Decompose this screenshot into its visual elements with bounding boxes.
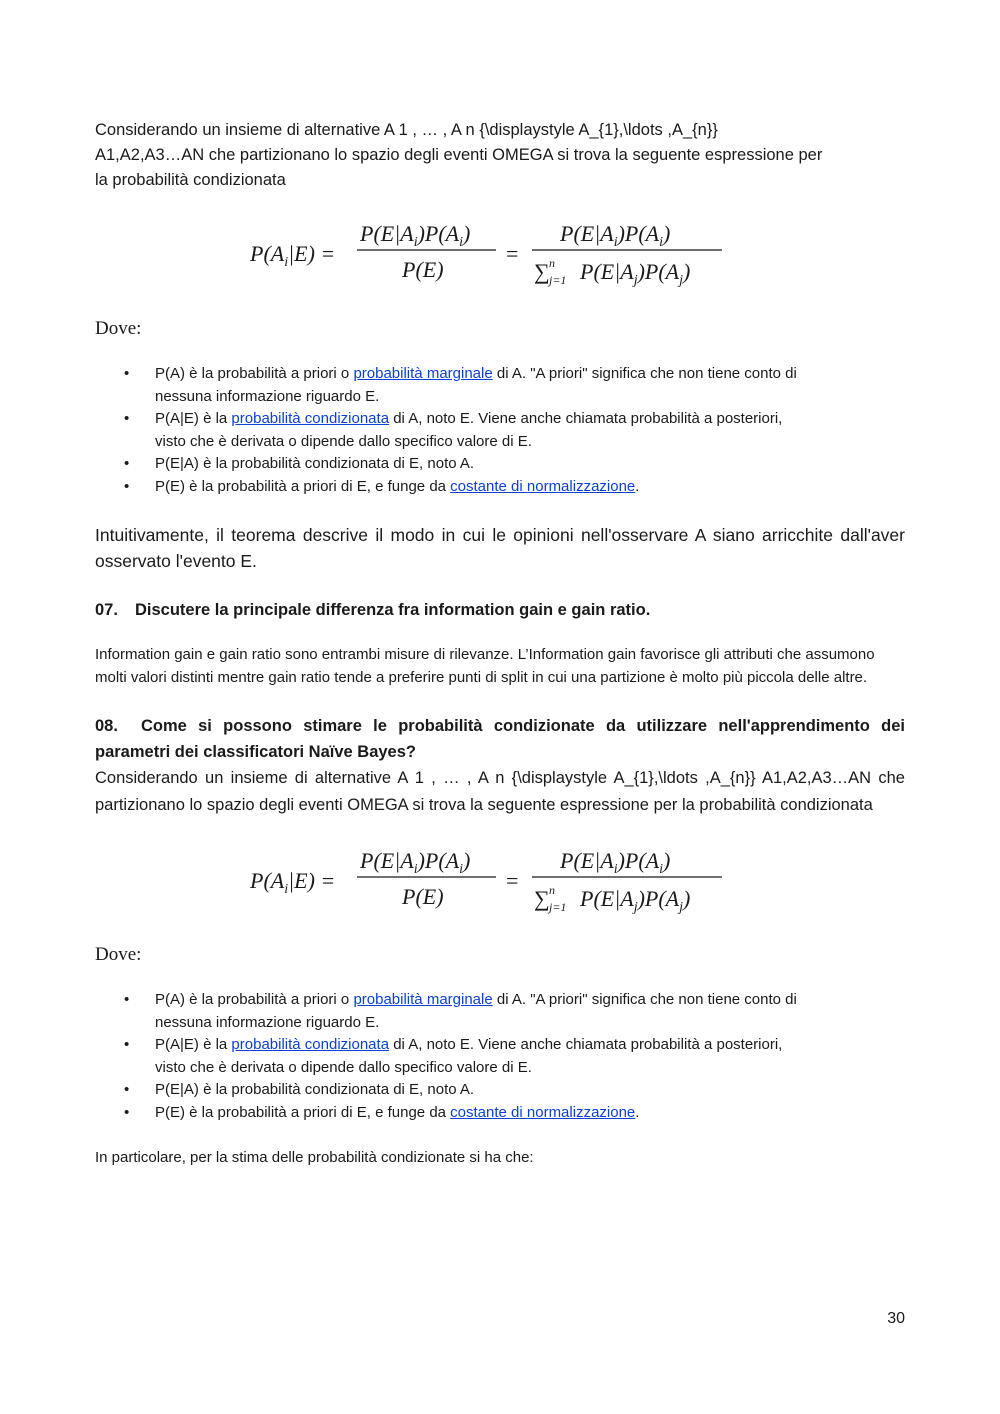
link-probabilita-marginale[interactable]: probabilità marginale [353, 991, 493, 1008]
question-number: 08. [95, 717, 118, 735]
question-08-heading [95, 713, 905, 765]
list-item: • P(E|A) è la probabilità condizionata di E, noto A. [95, 453, 905, 476]
question-title: Discutere la principale differenza fra information gain e gain ratio. [135, 601, 651, 619]
svg-text:n: n [549, 883, 555, 897]
list-item: • P(A) è la probabilità a priori o probabilità marginale di A. "A priori" significa che non tiene conto di nessuna informazione riguardo E. [95, 989, 905, 1034]
bayes-formula-2 [95, 844, 905, 919]
link-probabilita-condizionata[interactable]: probabilità condizionata [231, 1036, 390, 1053]
dove-label: Dove: [95, 944, 142, 965]
question-title: Come si possono stimare le probabilità condizionate da utilizzare nell'apprendimento dei parametri dei classificatori Naïve Bayes? [95, 717, 905, 761]
svg-text:j=1: j=1 [549, 900, 567, 914]
link-probabilita-condizionata[interactable]: probabilità condizionata [231, 410, 390, 427]
question-07-answer: Information gain e gain ratio sono entrambi misure di rilevanze. L’Information gain favorisce gli attributi che assumono molti valori distinti mentre gain ratio tende a preferire punti di split in cui una partizione è molto più piccola delle altre. [95, 646, 875, 686]
list-item: • P(A|E) è la probabilità condizionata di A, noto E. Viene anche chiamata probabilità a posteriori, visto che è derivata o dipende dallo specifico valore di E. [95, 408, 905, 453]
document-page [95, 118, 905, 1170]
dove-label: Dove: [95, 318, 142, 339]
intro-line-2: A1,A2,A3…AN che partizionano lo spazio degli eventi OMEGA si trova la seguente espressione per [95, 146, 823, 164]
list-item: • P(A|E) è la probabilità condizionata di A, noto E. Viene anche chiamata probabilità a posteriori, visto che è derivata o dipende dallo specifico valore di E. [95, 1034, 905, 1079]
bayes-formula-1 [95, 217, 905, 292]
question-number: 07. [95, 601, 118, 619]
bayes-formula-svg [250, 844, 750, 919]
svg-text:=: = [506, 868, 519, 893]
svg-text:P(E): P(E) [402, 257, 444, 282]
svg-text:P(E|Ai)P(Ai): $P(E|A_i)P(A_i)$ [360, 848, 471, 877]
list-item: • P(A) è la probabilità a priori o probabilità marginale di A. "A priori" significa che non tiene conto di nessuna informazione riguardo E. [95, 363, 905, 408]
svg-text:=: = [506, 241, 519, 266]
svg-text:P(E|Ai)P(Ai): $P(E|A_i)P(A_i)$ [560, 221, 671, 250]
bayes-formula-svg [250, 217, 750, 292]
intro-paragraph [95, 118, 905, 193]
page-number: 30 [887, 1310, 905, 1327]
svg-text:P(Ai|E) =: $P(A_i|E)$ = [250, 241, 336, 270]
svg-text:n: n [549, 256, 555, 270]
svg-text:∑: ∑ [534, 259, 550, 284]
link-costante-normalizzazione[interactable]: costante di normalizzazione [450, 477, 636, 495]
definitions-list [95, 989, 905, 1124]
link-costante-normalizzazione[interactable]: costante di normalizzazione [450, 1103, 636, 1121]
list-item: • P(E|A) è la probabilità condizionata di E, noto A. [95, 1079, 905, 1102]
svg-text:j=1: j=1 [549, 273, 567, 287]
svg-text:P(E|Aj)P(Aj): $P(E|A_j)P(A_j)$ [580, 259, 691, 288]
intro-line-1: Considerando un insieme di alternative A 1 , … , A n {\displaystyle A_{1},\ldots ,A_{n}} [95, 121, 718, 139]
svg-text:P(E|Ai)P(Ai): $P(E|A_i)P(A_i)$ [560, 848, 671, 877]
closing-paragraph: In particolare, per la stima delle probabilità condizionate si ha che: [95, 1149, 534, 1166]
intuition-paragraph: Intuitivamente, il teorema descrive il modo in cui le opinioni nell'osservare A siano arricchite dall'aver osservato l'evento E. [95, 525, 905, 571]
svg-text:P(E): P(E) [402, 884, 444, 909]
link-probabilita-marginale[interactable]: probabilità marginale [353, 365, 493, 382]
svg-text:P(E|Aj)P(Aj): $P(E|A_j)P(A_j)$ [580, 886, 691, 915]
svg-text:P(E|Ai)P(Ai): $P(E|A_i)P(A_i)$ [360, 221, 471, 250]
svg-text:∑: ∑ [534, 886, 550, 911]
svg-text:P(Ai|E) =: $P(A_i|E)$ = [250, 868, 336, 897]
intro-line-3: la probabilità condizionata [95, 171, 286, 189]
list-item: • P(E) è la probabilità a priori di E, e funge da costante di normalizzazione. [95, 1102, 905, 1125]
list-item: • P(E) è la probabilità a priori di E, e funge da costante di normalizzazione. [95, 476, 905, 499]
definitions-list [95, 363, 905, 498]
question-08-answer: Considerando un insieme di alternative A 1 , … , A n {\displaystyle A_{1},\ldots ,A_{n}} A1,A2,A3…AN che partizionano lo spazio degli eventi OMEGA si trova la seguente espressione per la probabilità condizionata [95, 769, 905, 814]
question-07-heading [95, 597, 905, 623]
